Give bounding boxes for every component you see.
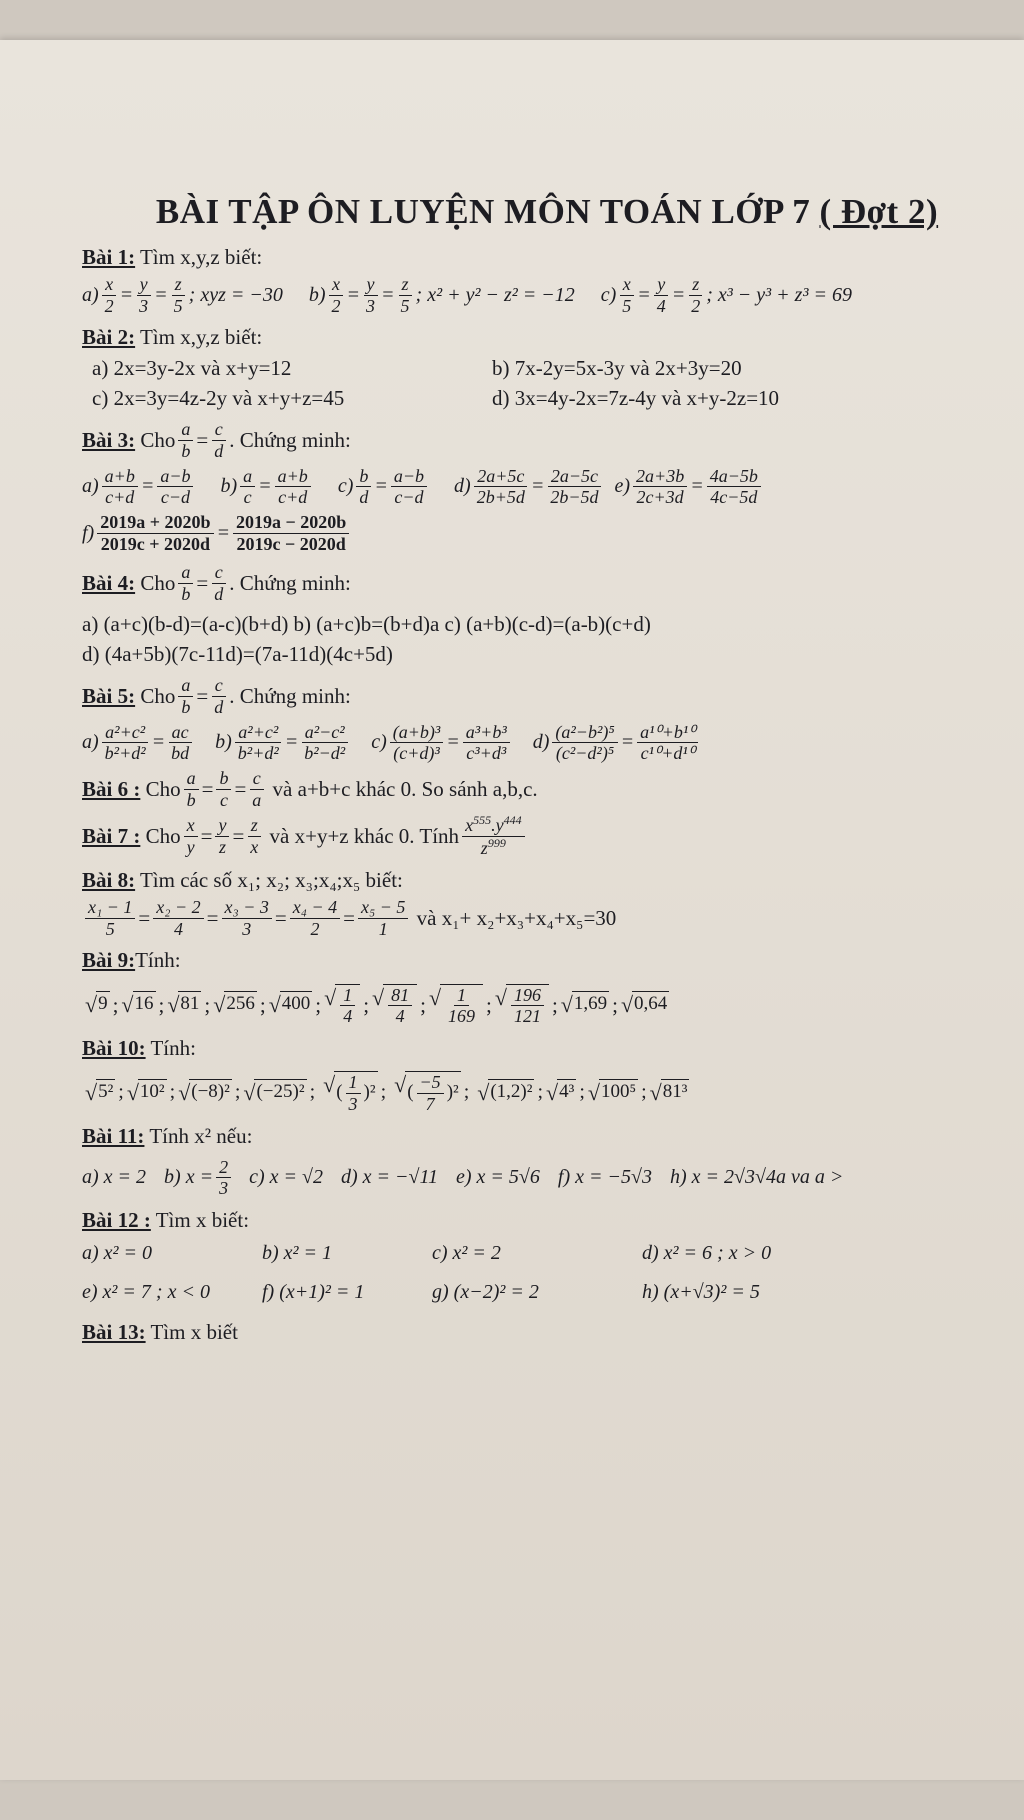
exercise-6: Bài 6 : Cho $\frac{a}{b}$ = $\frac{b}{c}$ = $\frac{c}{a}$ và a+b+c khác 0. So sánh a,b,c.	[82, 767, 538, 810]
list-item: c) 2x=3y=4z-2y và x+y+z=45	[92, 385, 345, 410]
paper-sheet	[0, 40, 1024, 1780]
exercise-label: Bài 11:	[82, 1123, 145, 1148]
list-item: b) x =	[164, 1166, 214, 1189]
list-item: e) x = 5√6	[456, 1166, 540, 1189]
exercise-label: Bài 13:	[82, 1320, 146, 1345]
exercise-9: Bài 9:Tính: √ 9 ; √ 16 ; √ 81 ; √ 256 ; √ 400 ; √ $\frac{1}{4}$ ; √ $\frac{81}{4}$ ; √ $\frac{1}{169}$ ; √ $\frac{196}{121}$ ; √ 1,69 ; √ 0,64	[82, 948, 668, 1027]
list-item: a) 2x=3y-2x và x+y=12	[92, 355, 292, 380]
list-item: f) (x+1)² = 1	[262, 1281, 365, 1304]
exercise-label: Bài 6 :	[82, 776, 141, 801]
list-item: g) (x−2)² = 2	[432, 1281, 539, 1304]
exercise-label: Bài 3:	[82, 428, 136, 453]
list-item: b) x² = 1	[262, 1242, 333, 1265]
list-item: h) (x+√3)² = 5	[642, 1281, 760, 1304]
exercise-label: Bài 1:	[82, 244, 136, 269]
exercise-3: Bài 3: Cho $\frac{a}{b}$ = $\frac{c}{d}$ . Chứng minh: a) $\frac{a+b}{c+d}$ = $\frac{a-b}{c-d}$ b) $\frac{a}{c}$ = $\frac{a+b}{c+d}$ c) $\frac{b}{d}$ = $\frac{a-b}{c-d}$ d) $\frac{2a+5c}{2b+5d}$ = $\frac{2a-5c}{2b-5d}$ e) $\frac{2a+3b}{2c+3d}$ = $\frac{4a-5b}{4c-5d}$ f) $\frac{2019a + 2020b}{2019c + 2020d}$ = $\frac{2019a - 2020b}{2019c - 2020d}$	[82, 419, 982, 554]
list-item: a) x = 2	[82, 1166, 147, 1189]
list-item: e) x² = 7 ; x < 0	[82, 1281, 210, 1304]
list-item: d) x = −√11	[340, 1166, 439, 1189]
exercise-label: Bài 2:	[82, 325, 136, 350]
list-item: f) x = −5√3	[557, 1166, 652, 1189]
exercise-label: Bài 10:	[82, 1035, 146, 1060]
exercise-11: Bài 11: Tính x² nếu: a) x = 2 b) x = $\frac{2}{3}$ c) x = √2 d) x = −√11 e) x = 5√6 f) x = −5√3 h) x = 2√3√4a va a >	[82, 1123, 844, 1199]
exercise-label: Bài 4:	[82, 571, 136, 596]
list-item: c) x = √2	[249, 1166, 323, 1189]
list-item: d) (4a+5b)(7c-11d)=(7a-11d)(4c+5d)	[82, 641, 393, 666]
list-item: c) x² = 2	[432, 1242, 501, 1265]
exercise-2: Bài 2: Tìm x,y,z biết: a) 2x=3y-2x và x+y=12 b) 7x-2y=5x-3y và 2x+3y=20 c) 2x=3y=4z-2y và x+y+z=45 d) 3x=4y-2x=7z-4y và x+y-2z=10	[82, 324, 982, 411]
list-item: d) x² = 6 ; x > 0	[642, 1242, 772, 1265]
page-title: BÀI TẬP ÔN LUYỆN MÔN TOÁN LỚP 7 ( Đợt 2)	[155, 192, 939, 231]
exercise-1-items: a) $\frac{x}{2}$ = $\frac{y}{3}$ = $\frac{z}{5}$ ; xyz = −30 b) $\frac{x}{2}$ = $\frac{y}{3}$ = $\frac{z}{5}$ ; x² + y² − z² = −12 c) $\frac{x}{5}$ = $\frac{y}{4}$ = $\frac{z}{2}$ ; x³ − y³ + z³ = 69	[82, 274, 852, 316]
list-item: b) 7x-2y=5x-3y và 2x+3y=20	[492, 355, 742, 380]
exercise-label: Bài 8:	[82, 867, 136, 892]
exercise-7: Bài 7 : Cho $\frac{x}{y}$ = $\frac{y}{z}$ = $\frac{z}{x}$ và x+y+z khác 0. Tính $\frac{x^{555}.y^{444}}{z^{999}}$	[82, 814, 982, 858]
list-item: a) x² = 0	[82, 1242, 153, 1265]
exercise-12: Bài 12 : Tìm x biết: a) x² = 0 b) x² = 1 c) x² = 2 d) x² = 6 ; x > 0 e) x² = 7 ; x < 0 f) (x+1)² = 1 g) (x−2)² = 2 h) (x+√3)² = 5	[82, 1207, 982, 1305]
exercise-label: Bài 5:	[82, 684, 136, 709]
list-item: d) 3x=4y-2x=7z-4y và x+y-2z=10	[492, 385, 780, 410]
exercise-4: Bài 4: Cho $\frac{a}{b}$ = $\frac{c}{d}$ . Chứng minh: a) (a+c)(b-d)=(a-c)(b+d) b) (a+c)b=(b+d)a c) (a+b)(c-d)=(a-b)(c+d) d) (4a+5b)(7c-11d)=(7a-11d)(4c+5d)	[82, 562, 982, 667]
list-item: a) (a+c)(b-d)=(a-c)(b+d) b) (a+c)b=(b+d)a c) (a+b)(c-d)=(a-b)(c+d)	[82, 611, 651, 636]
exercise-label: Bài 12 :	[82, 1208, 151, 1233]
exercise-5: Bài 5: Cho $\frac{a}{b}$ = $\frac{c}{d}$ . Chứng minh: a) $\frac{\text{a²+c²}}{\text{b²+d²}}$ = $\frac{ac}{bd}$ b) $\frac{\text{a²+c²}}{\text{b²+d²}}$ = $\frac{\text{a²−c²}}{\text{b²−d²}}$ c) $\frac{\text{(a+b)³}}{\text{(c+d)³}}$ = $\frac{\text{a³+b³}}{\text{c³+d³}}$ d) $\frac{\text{(a²−b²)⁵}}{\text{(c²−d²)⁵}}$ = $\frac{\text{a¹⁰+b¹⁰}}{\text{c¹⁰+d¹⁰}}$	[82, 675, 982, 764]
exercise-13: Bài 13: Tìm x biết	[82, 1320, 238, 1345]
exercise-10: Bài 10: Tính: √ 5² ; √ 10² ; √ (−8)² ; √ (−25)² ; √ ( $\frac{1}{3}$ )² ; √ ( $\frac{-5}{7}$ )² ; √ (1,2)² ; √ 4³ ; √ 100⁵ ; √ 81³	[82, 1035, 688, 1114]
worksheet	[82, 190, 982, 1346]
exercise-label: Bài 9:	[82, 948, 136, 973]
exercise-label: Bài 7 :	[82, 824, 141, 849]
list-item: h) x = 2√3√4a va a >	[669, 1166, 844, 1189]
exercise-8: Bài 8: Tìm các số x₁; x₂; x₃;x₄;x₅ biết: $\frac{\text{x₁ − 1}}{5}$ = $\frac{\text{x₂ − 2}}{4}$ = $\frac{\text{x₃ − 3}}{3}$ = $\frac{\text{x₄ − 4}}{2}$ = $\frac{\text{x₅ − 5}}{1}$ và x₁+ x₂+x₃+x₄+x₅=30	[82, 867, 617, 939]
exercise-1: Bài 1: Tìm x,y,z biết: a) $\frac{x}{2}$ = $\frac{y}{3}$ = $\frac{z}{5}$ ; xyz = −30 b) $\frac{x}{2}$ = $\frac{y}{3}$ = $\frac{z}{5}$ ; x² + y² − z² = −12 c) $\frac{x}{5}$ = $\frac{y}{4}$ = $\frac{z}{2}$ ; x³ − y³ + z³ = 69	[82, 244, 982, 317]
